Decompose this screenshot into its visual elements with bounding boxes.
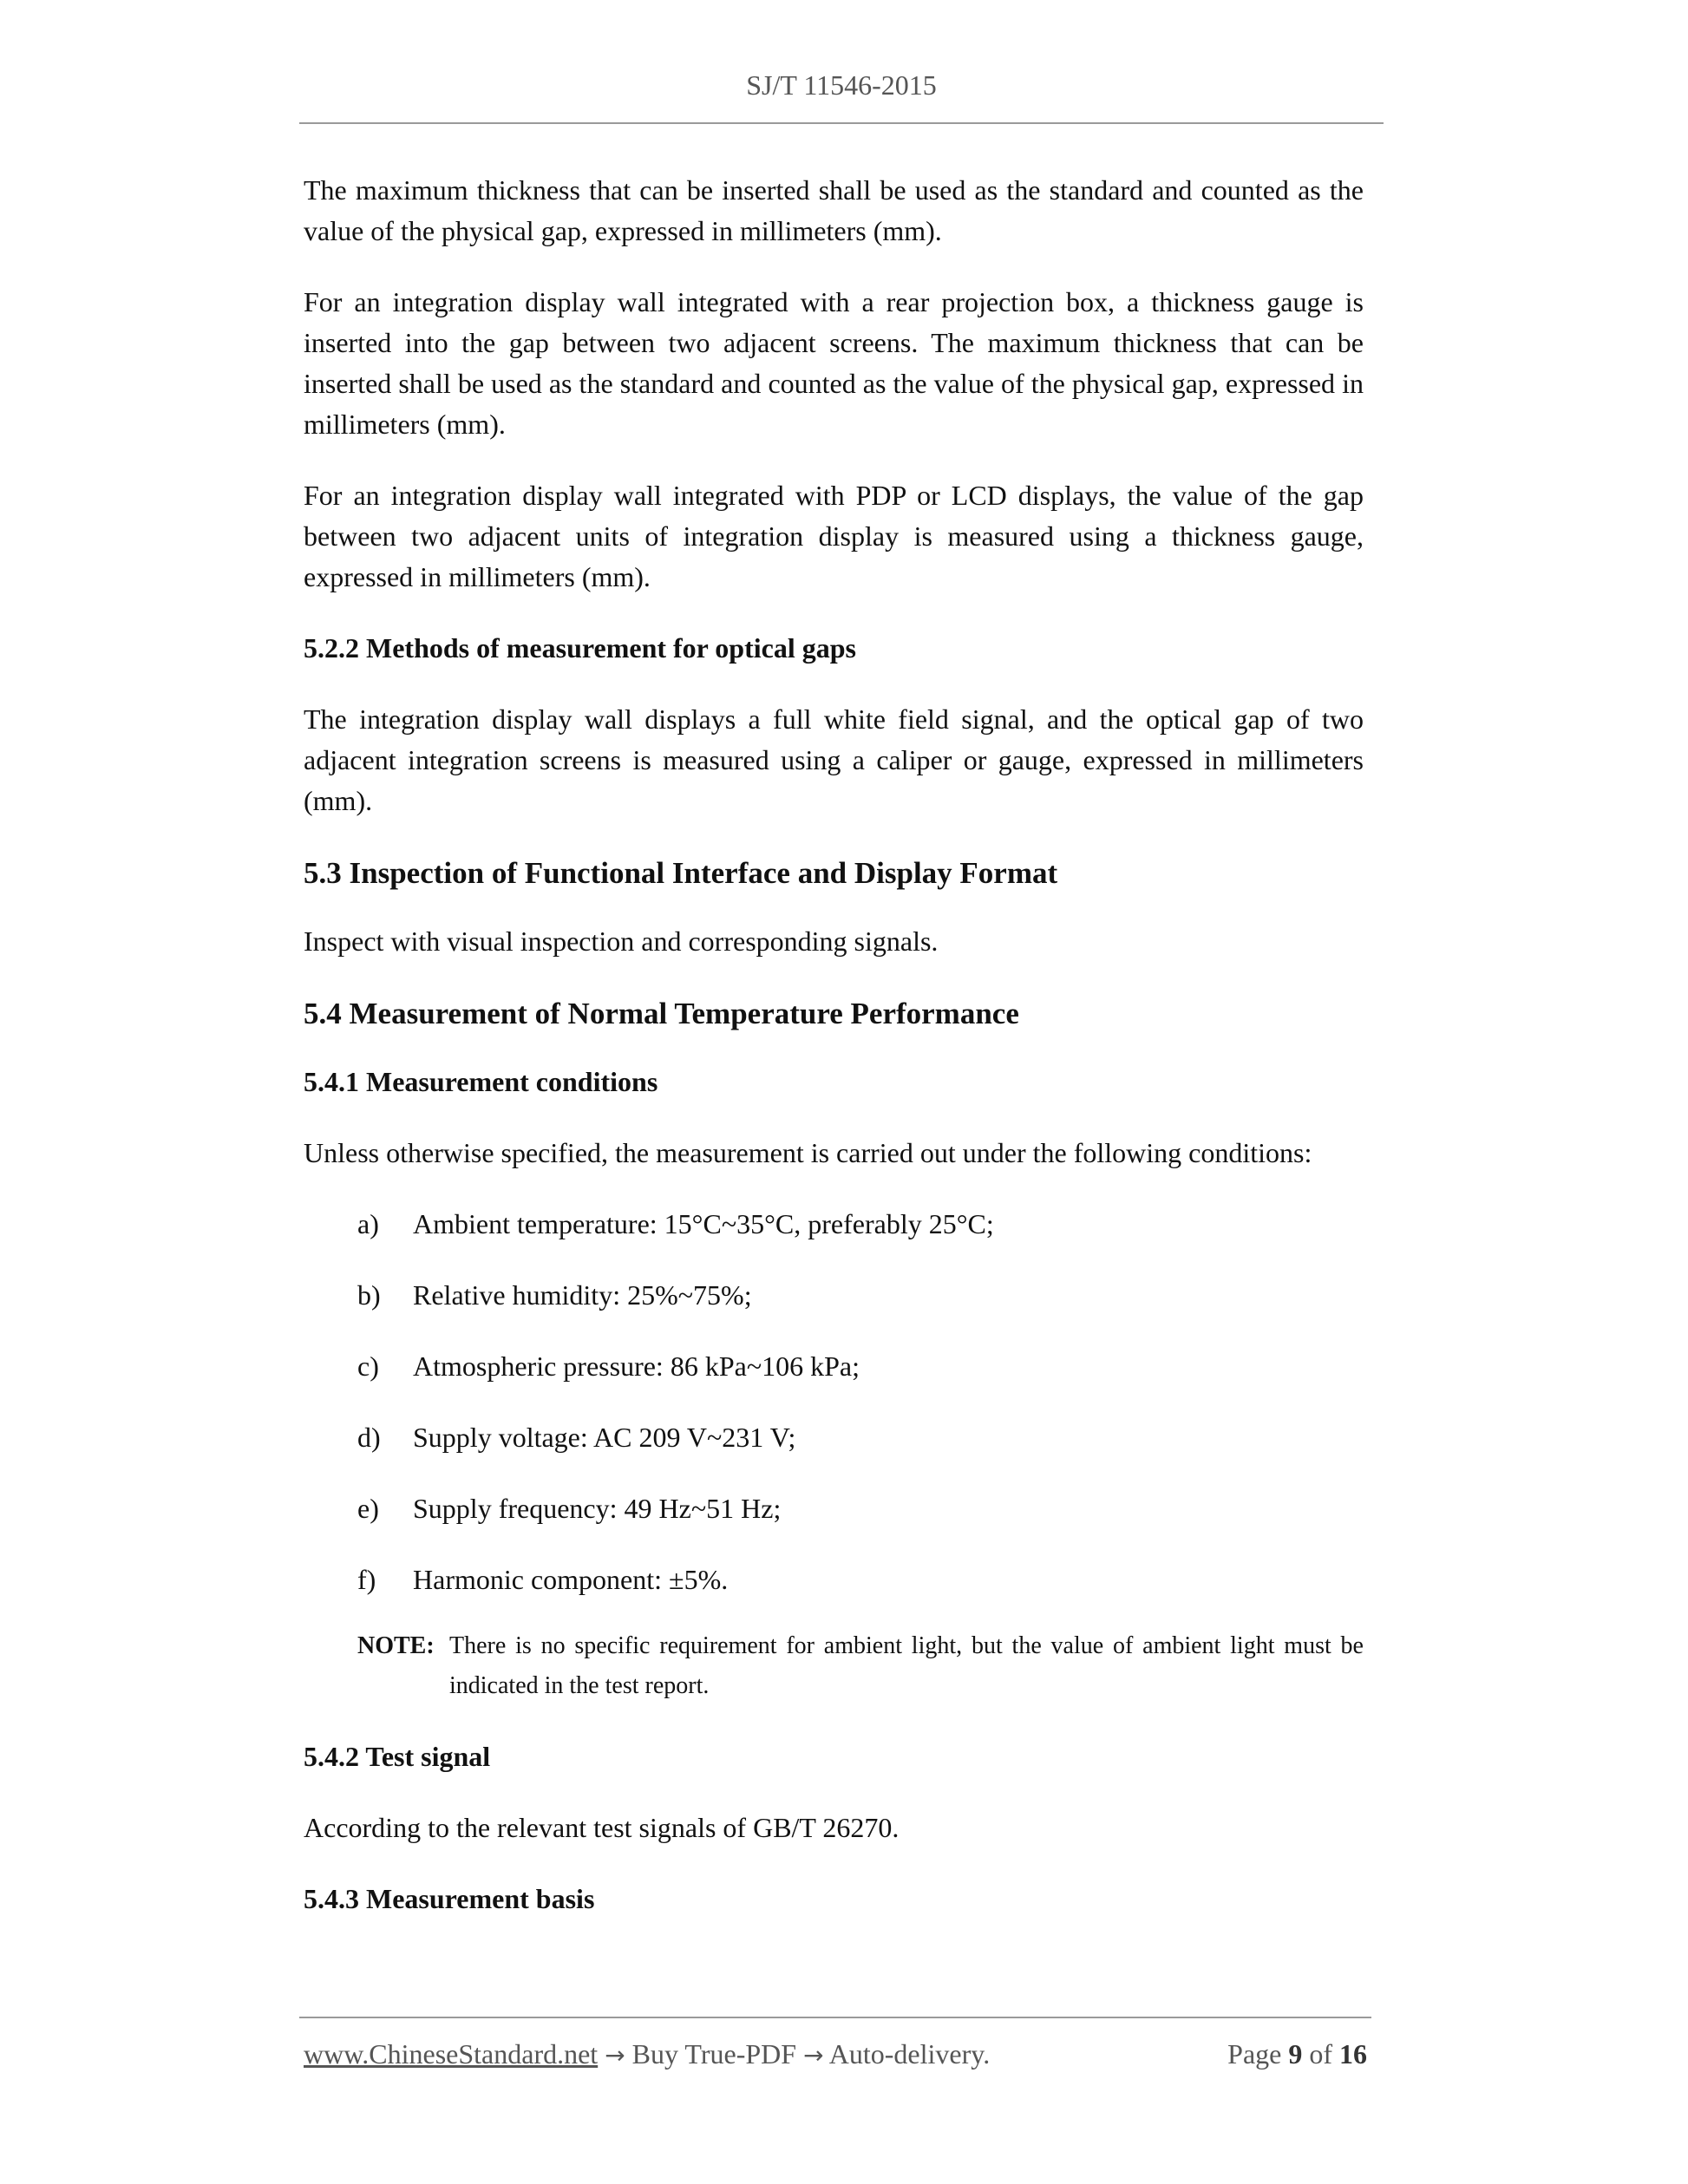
heading-5-4-2: 5.4.2 Test signal: [304, 1741, 491, 1772]
list-item-text: Relative humidity: 25%~75%;: [413, 1279, 752, 1311]
paragraph-optical-gap: The integration display wall displays a full white field signal, and the optical gap of two adjacent integration screens is measured using a caliper or gauge, expressed in millimeters (mm).: [304, 703, 1364, 816]
paragraph-rear-projection: For an integration display wall integrated with a rear projection box, a thickness gauge is inserted into the gap between two adjacent screens. The maximum thickness that can be inserted shall be used as the standard and counted as the value of the physical gap, expressed in millimeters (mm).: [304, 286, 1364, 440]
list-item: [357, 1560, 1364, 1600]
heading-5-4-1: 5.4.1 Measurement conditions: [304, 1066, 658, 1097]
page-current: 9: [1288, 2038, 1303, 2070]
note-label: NOTE:: [357, 1632, 435, 1659]
list-item: [357, 1275, 1364, 1316]
list-item-text: Ambient temperature: 15°C~35°C, preferably 25°C;: [413, 1208, 994, 1239]
list-item: [357, 1417, 1364, 1458]
note: [357, 1626, 1364, 1706]
page-indicator: [1227, 2038, 1367, 2070]
list-marker: d): [357, 1422, 381, 1453]
list-item: [357, 1488, 1364, 1529]
list-marker: f): [357, 1564, 376, 1595]
list-marker: e): [357, 1493, 379, 1524]
list-marker: a): [357, 1208, 379, 1239]
paragraph-inspect: Inspect with visual inspection and corresponding signals.: [304, 925, 939, 957]
list-marker: b): [357, 1279, 381, 1311]
heading-5-4: 5.4 Measurement of Normal Temperature Performance: [304, 997, 1019, 1030]
heading-5-2-2: 5.2.2 Methods of measurement for optical gaps: [304, 632, 856, 664]
list-item-text: Harmonic component: ±5%.: [413, 1564, 729, 1595]
list-item: [357, 1346, 1364, 1387]
footer-left: [304, 2038, 990, 2070]
chinese-standard-link[interactable]: www.ChineseStandard.net: [304, 2038, 599, 2070]
header-divider: [299, 122, 1384, 124]
paragraph-test-signal: According to the relevant test signals of GB/T 26270.: [304, 1812, 900, 1843]
list-marker: c): [357, 1350, 379, 1382]
list-item-text: Supply frequency: 49 Hz~51 Hz;: [413, 1493, 782, 1524]
auto-delivery-text: Auto-delivery.: [828, 2038, 991, 2070]
of-word: of: [1309, 2038, 1332, 2070]
arrow-right-icon: →: [803, 2041, 824, 2070]
paragraph-physical-gap-value: The maximum thickness that can be inserted shall be used as the standard and counted as the value of the physical gap, expressed in millimeters (mm).: [304, 174, 1364, 246]
document-header: SJ/T 11546-2015: [746, 69, 937, 101]
heading-5-4-3: 5.4.3 Measurement basis: [304, 1883, 595, 1914]
conditions-list: [304, 1204, 1364, 1600]
list-item: [357, 1204, 1364, 1245]
list-item-text: Supply voltage: AC 209 V~231 V;: [413, 1422, 796, 1453]
page-footer: [304, 2038, 1367, 2070]
paragraph-pdp-lcd: For an integration display wall integrated with PDP or LCD displays, the value of the gap between two adjacent units of integration display is measured using a thickness gauge, expressed in millimeters (mm).: [304, 480, 1364, 592]
page-word: Page: [1227, 2038, 1282, 2070]
buy-true-pdf-text: Buy True-PDF: [631, 2038, 797, 2070]
note-text: There is no specific requirement for ambient light, but the value of ambient light must be indicated in the test report.: [449, 1632, 1364, 1699]
page-content: [304, 170, 1364, 1919]
list-item-text: Atmospheric pressure: 86 kPa~106 kPa;: [413, 1350, 860, 1382]
footer-divider: [299, 2017, 1371, 2018]
arrow-right-icon: →: [605, 2041, 625, 2070]
heading-5-3: 5.3 Inspection of Functional Interface and Display Format: [304, 856, 1058, 890]
paragraph-conditions-intro: Unless otherwise specified, the measurement is carried out under the following conditions:: [304, 1137, 1312, 1168]
page-total: 16: [1339, 2038, 1367, 2070]
